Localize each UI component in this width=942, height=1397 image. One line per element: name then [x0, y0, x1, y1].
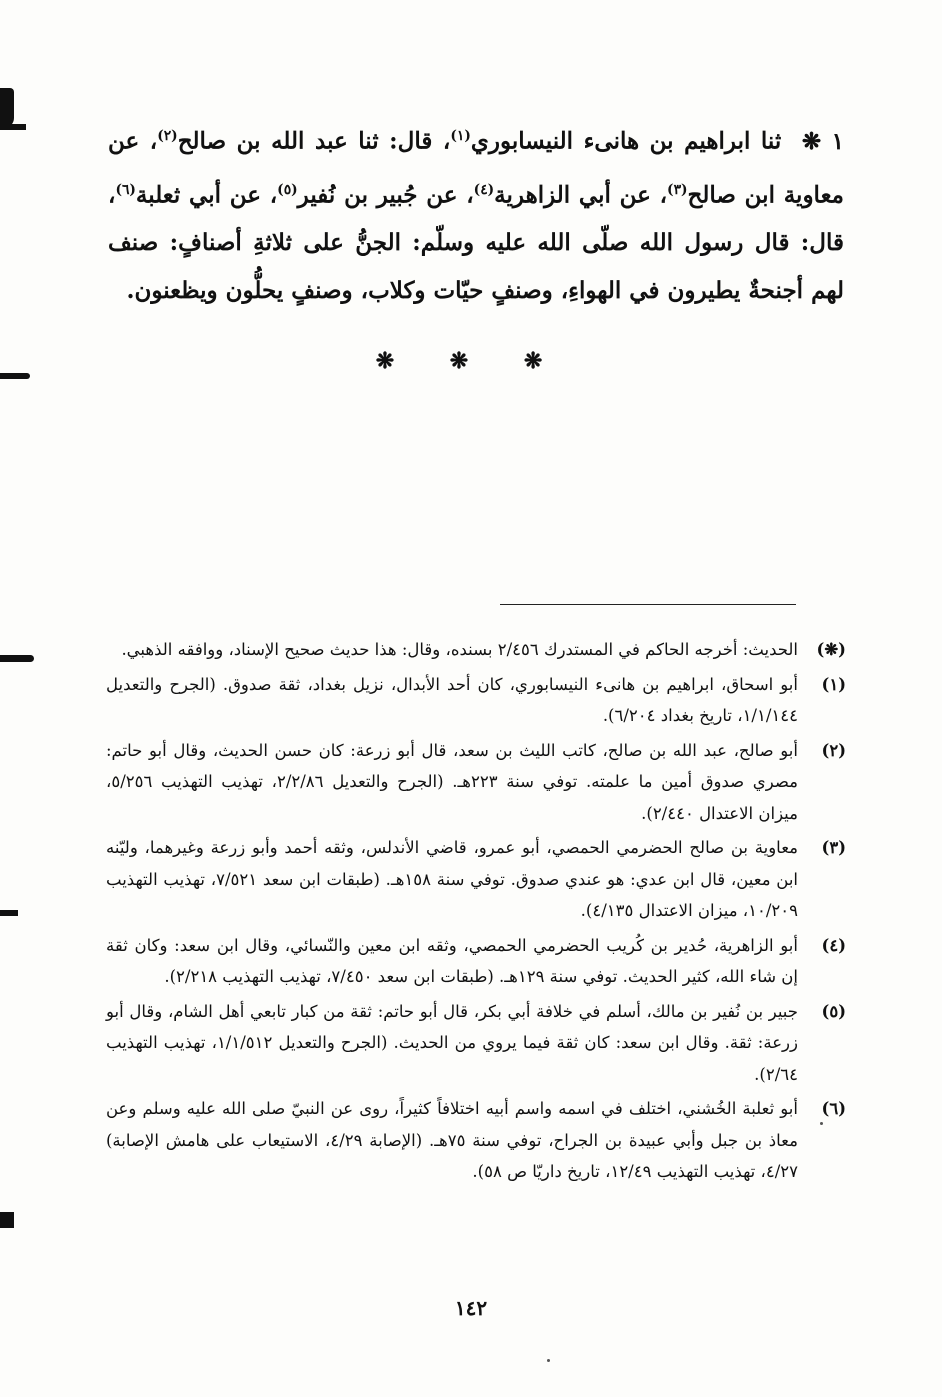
footnotes	[106, 634, 846, 1191]
footnote-ref: (٤)	[473, 181, 495, 198]
footnote-text: أبو اسحاق، ابراهيم بن هانىء النيسابوري، كان أحد الأبدال، نزيل بغداد، ثقة صدوق. (الجرح والتعديل ١/١/١٤٤، تاريخ بغداد ٦/٢٠٤).	[106, 674, 798, 725]
footnote-ref: (١)	[450, 128, 471, 144]
footnote-number: (٦)	[821, 1099, 846, 1118]
section-separator: ❋ ❋ ❋	[375, 348, 567, 374]
footnote-ref: (٥)	[277, 181, 298, 198]
footnote-text: جبير بن نُفير بن مالك، أسلم في خلافة أبي بكر، قال أبو حاتم: ثقة من كبار تابعي أهل الشام، وقال أبو زرعة: ثقة. وقال ابن سعد: كان ثقة فيما يروي من الحديث. (الجرح والتعديل ١/١/٥١٢، تهذيب التهذيب ٢/٦٤).	[106, 1001, 798, 1084]
scan-mark	[0, 910, 18, 916]
footnote	[106, 634, 846, 666]
footnote	[106, 669, 846, 732]
footnote	[106, 996, 846, 1091]
footnote-number: (❋)	[816, 640, 846, 659]
footnote-divider	[500, 604, 796, 605]
footnote-text: أبو ثعلبة الخُشني، اختلف في اسمه واسم أبيه اختلافاً كثيراً، روى عن النبيّ صلى الله عليه وسلم وعن معاذ بن جبل وأبي عبيدة بن الجراح، توفي سنة ٧٥هـ. (الإصابة ٤/٢٩، الاستيعاب على هامش الإصابة) ٤/٢٧، تهذيب التهذيب ١٢/٤٩، تاريخ داريّا ص ٥٨).	[106, 1099, 798, 1181]
footnote	[106, 832, 846, 927]
footnote	[106, 1093, 846, 1188]
scan-mark	[0, 124, 26, 130]
footnote-ref: (٣)	[667, 181, 688, 198]
footnote	[106, 735, 846, 830]
footnote-ref: (٦)	[115, 181, 136, 198]
footnote-number: (٥)	[821, 1001, 846, 1021]
footnote-text: أبو صالح، عبد الله بن صالح، كاتب الليث بن سعد، قال أبو زرعة: كان حسن الحديث، وقال أبو حاتم: مصري صدوق أمين ما علمته. توفي سنة ٢٢٣هـ. (الجرح والتعديل ٢/٢/٨٦، تهذيب التهذيب ٥/٢٥٦، ميزان الاعتدال ٢/٤٤٠).	[106, 740, 798, 823]
footnote	[106, 930, 846, 993]
hadith-text: ١ ❋ ثنا ابراهيم بن هانىء النيسابوري$^{(١)}$، قال: ثنا عبد الله بن صالح$^{(٢)}$، عن معاوية ابن صالح$^{(٣)}$، عن أبي الزاهرية$^{(٤)}$، عن جُبير بن نُفير$^{(٥)}$، عن أبي ثعلبة$^{(٦)}$، قال: قال رسول الله صلّى الله عليه وسلّم: الجنُّ على ثلاثةِ أصنافٍ: صنف لهم أجنحةٌ يطيرون في الهواءِ، وصنفٍ حيّات وكلاب، وصنفٍ يحلُّون ويظعنون.	[108, 127, 845, 305]
footnote-number: (٤)	[821, 935, 846, 955]
scan-dot	[547, 1359, 550, 1362]
footnote-text: أبو الزاهرية، حُدير بن كُريب الحضرمي الحمصي، وثقه ابن معين والنّسائي، وقال ابن سعد: وكان ثقة إن شاء الله، كثير الحديث. توفي سنة ١٢٩هـ. (طبقات ابن سعد ٧/٤٥٠، تهذيب التهذيب ٢/٢١٨).	[106, 935, 798, 986]
footnote-text: الحديث: أخرجه الحاكم في المستدرك ٢/٤٥٦ بسنده، وقال: هذا حديث صحيح الإسناد، ووافقه الذهبي.	[121, 640, 798, 659]
scan-mark	[0, 655, 34, 662]
footnote-number: (٣)	[821, 838, 846, 857]
footnote-number: (١)	[821, 674, 846, 694]
scan-mark	[0, 88, 14, 128]
hadith-number: ١ ❋	[801, 127, 845, 155]
scan-mark	[0, 1212, 14, 1228]
page-number: ١٤٢	[454, 1296, 488, 1320]
footnote-text: معاوية بن صالح الحضرمي الحمصي، أبو عمرو، قاضي الأندلس، وثقه أحمد وأبو زرعة وغيرهما، وليّنه ابن معين، قال ابن عدي: هو عندي صدوق. توفي سنة ١٥٨هـ. (طبقات ابن سعد ٧/٥٢١، تهذيب التهذيب ١٠/٢٠٩، ميزان الاعتدال ٤/١٣٥).	[106, 838, 798, 920]
footnote-number: (٢)	[821, 740, 846, 760]
footnote-ref: (٢)	[157, 128, 178, 144]
